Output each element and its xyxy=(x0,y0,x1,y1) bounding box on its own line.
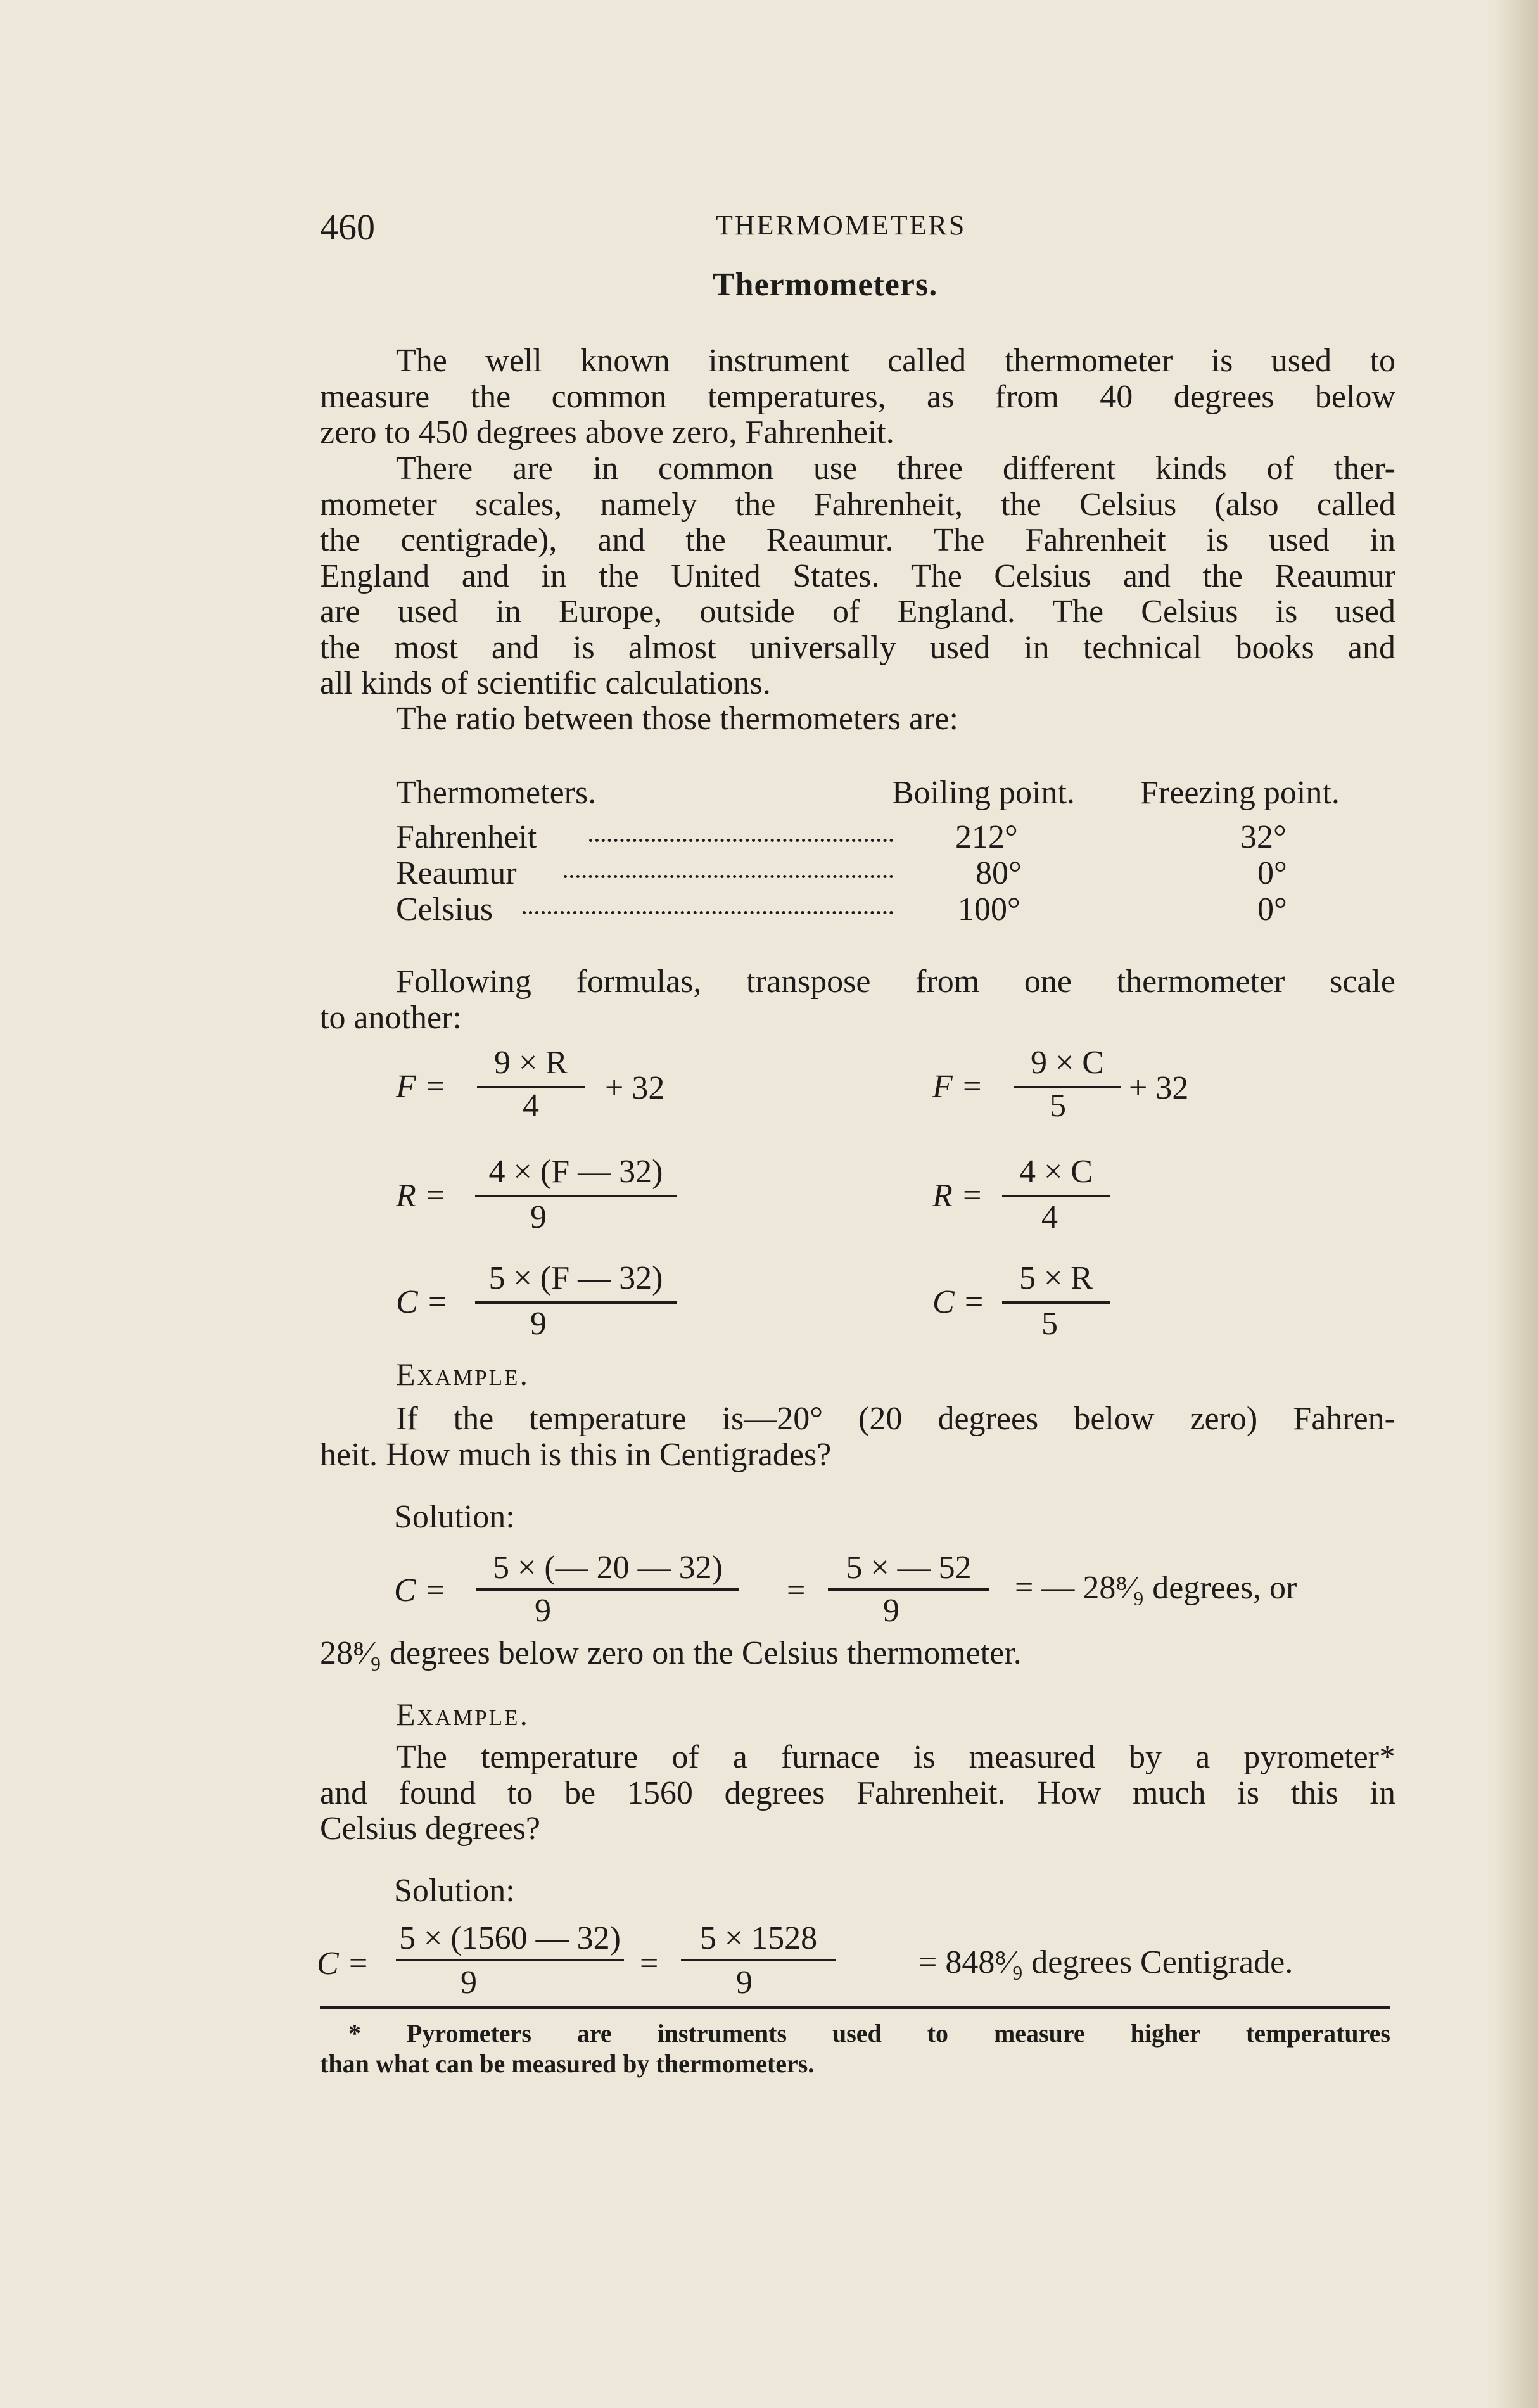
formula-denominator: 9 xyxy=(461,1965,477,2001)
footnote-line: than what can be measured by thermometers. xyxy=(320,2049,815,2078)
formula-denominator: 5 xyxy=(1050,1088,1066,1124)
example-heading: Example. xyxy=(396,1697,530,1732)
formula-denominator: 9 xyxy=(530,1306,547,1342)
example-heading: Example. xyxy=(396,1356,530,1392)
table-row-freezing: 0° xyxy=(1257,855,1287,891)
formula-denominator: 5 xyxy=(1041,1306,1058,1342)
fraction-bar xyxy=(1002,1301,1110,1304)
fraction-bar xyxy=(476,1588,739,1591)
text-line: zero to 450 degrees above zero, Fahrenheit. xyxy=(320,414,894,450)
formula-denominator: 9 xyxy=(736,1965,753,2001)
footnote xyxy=(320,2018,1390,2079)
text-line: are used in Europe, outside of England. The Celsius is used xyxy=(320,594,1395,630)
table-row-name: Celsius xyxy=(396,891,493,927)
page-edge-shadow xyxy=(1494,0,1538,2408)
formula-result: = 848⁸⁄₉ degrees Centigrade. xyxy=(918,1944,1293,1980)
formula-result: = — 28⁸⁄₉ degrees, or xyxy=(1015,1570,1297,1606)
table-row-freezing: 0° xyxy=(1257,891,1287,927)
fraction-bar xyxy=(475,1301,677,1304)
text-line: the most and is almost universally used in technical books and xyxy=(320,629,1395,666)
text-line: all kinds of scientific calculations. xyxy=(320,665,771,701)
formula-denominator: 4 xyxy=(523,1088,539,1124)
text-line: the centigrade), and the Reaumur. The Fahrenheit is used in xyxy=(320,522,1395,558)
formula-numerator: 4 × C xyxy=(1019,1154,1093,1190)
text-line: measure the common temperatures, as from 40 degrees below xyxy=(320,378,1395,415)
table-header-boiling: Boiling point. xyxy=(892,775,1075,811)
example1-text xyxy=(320,1401,1395,1473)
formula-numerator: 5 × R xyxy=(1019,1260,1093,1296)
solution-label: Solution: xyxy=(394,1499,515,1535)
formula-lhs: C = xyxy=(394,1572,447,1609)
dot-leader xyxy=(564,872,893,878)
section-title: Thermometers. xyxy=(713,267,938,303)
text-line: mometer scales, namely the Fahrenheit, the Celsius (also called xyxy=(320,486,1395,523)
table-row-freezing: 32° xyxy=(1240,819,1287,855)
footnote-rule xyxy=(320,2006,1390,2009)
formula-rest: + 32 xyxy=(1129,1070,1189,1106)
formula-numerator: 9 × C xyxy=(1030,1045,1104,1081)
text-line: Celsius degrees? xyxy=(320,1811,541,1847)
text-line: heit. How much is this in Centigrades? xyxy=(320,1436,832,1473)
formula-numerator: 5 × (— 20 — 32) xyxy=(493,1550,723,1586)
formula-lhs: R = xyxy=(932,1178,983,1214)
formula-lhs: C = xyxy=(396,1284,448,1320)
table-row-name: Reaumur xyxy=(396,855,517,891)
table-row-boiling: 212° xyxy=(955,819,1018,855)
formula-lhs: F = xyxy=(396,1069,447,1105)
example2-text xyxy=(320,1740,1395,1847)
text-line: If the temperature is—20° (20 degrees below zero) Fahren- xyxy=(396,1401,1395,1437)
text-line: Following formulas, transpose from one thermometer scale xyxy=(396,964,1395,1000)
fraction-bar xyxy=(681,1959,836,1961)
paragraph-intro xyxy=(320,343,1395,451)
solution-label: Solution: xyxy=(394,1873,515,1909)
formula-lhs: F = xyxy=(932,1069,983,1105)
table-row-boiling: 100° xyxy=(958,891,1020,927)
dot-leader xyxy=(523,908,893,914)
formula-denominator: 9 xyxy=(530,1199,547,1235)
paragraph-ratio xyxy=(320,701,1395,737)
fraction-bar xyxy=(828,1588,989,1591)
fraction-bar xyxy=(396,1959,624,1961)
fraction-bar xyxy=(1002,1195,1110,1197)
example1-conclusion: 28⁸⁄₉ degrees below zero on the Celsius thermometer. xyxy=(320,1635,1022,1671)
paragraph-formulas-intro xyxy=(320,964,1395,1036)
equals-sign: = xyxy=(640,1946,659,1982)
formula-rest: + 32 xyxy=(605,1070,665,1106)
text-line: There are in common use three different kinds of ther- xyxy=(396,450,1395,487)
text-line: The well known instrument called thermometer is used to xyxy=(396,343,1395,379)
running-head: THERMOMETERS xyxy=(716,210,967,241)
page-number: 460 xyxy=(320,207,375,248)
formula-denominator: 9 xyxy=(883,1593,899,1629)
text-line: England and in the United States. The Celsius and the Reaumur xyxy=(320,557,1395,594)
formula-lhs: C = xyxy=(932,1284,985,1320)
formula-numerator: 5 × — 52 xyxy=(846,1550,972,1586)
paragraph-scales xyxy=(320,451,1395,702)
table-header-thermometers: Thermometers. xyxy=(396,775,597,811)
text-line: to another: xyxy=(320,999,462,1036)
text-line: and found to be 1560 degrees Fahrenheit. How much is this in xyxy=(320,1774,1395,1811)
formula-numerator: 5 × 1528 xyxy=(699,1920,818,1956)
formula-denominator: 9 xyxy=(535,1593,551,1629)
table-row-boiling: 80° xyxy=(976,855,1022,891)
formula-numerator: 5 × (1560 — 32) xyxy=(399,1920,621,1956)
formula-lhs: C = xyxy=(317,1946,369,1982)
equals-sign: = xyxy=(787,1572,806,1609)
formula-numerator: 5 × (F — 32) xyxy=(488,1260,663,1296)
footnote-line: * Pyrometers are instruments used to measure higher temperatures xyxy=(348,2019,1390,2048)
formula-numerator: 4 × (F — 32) xyxy=(488,1154,663,1190)
formula-denominator: 4 xyxy=(1041,1199,1058,1235)
formula-numerator: 9 × R xyxy=(493,1045,568,1081)
text-line: The temperature of a furnace is measured by a pyrometer* xyxy=(396,1739,1395,1775)
fraction-bar xyxy=(475,1195,677,1197)
dot-leader xyxy=(589,836,893,842)
text-line: The ratio between those thermometers are: xyxy=(396,701,958,737)
formula-lhs: R = xyxy=(396,1178,447,1214)
table-row-name: Fahrenheit xyxy=(396,819,537,855)
table-header-freezing: Freezing point. xyxy=(1140,775,1340,811)
